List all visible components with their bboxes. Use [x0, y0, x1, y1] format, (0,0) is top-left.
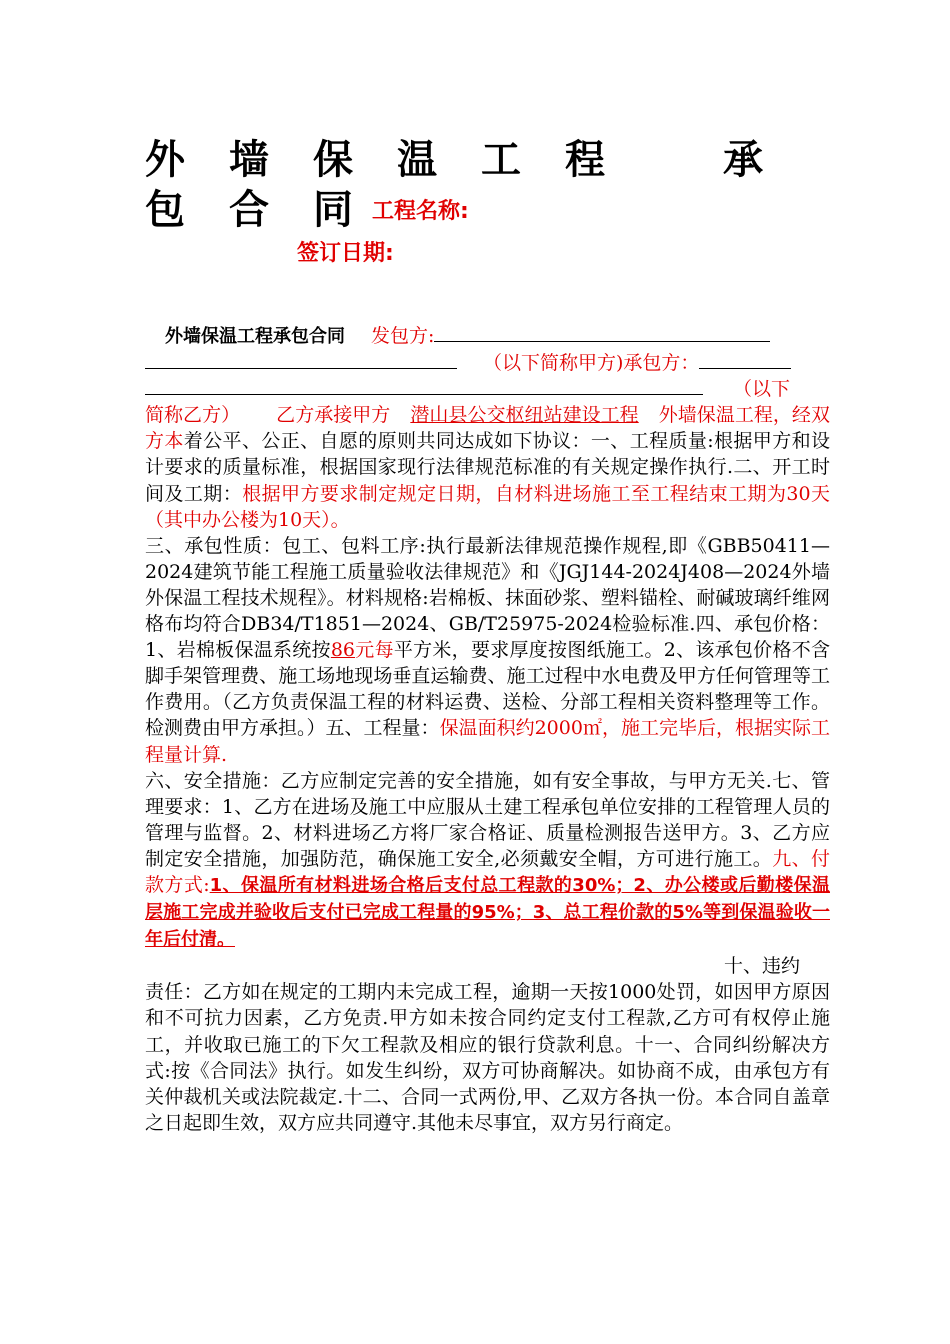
- title-char: 合: [229, 186, 269, 233]
- title-char: 同: [313, 186, 353, 233]
- party-b-blank: [699, 350, 791, 369]
- section-3-4: 三、承包性质：包工、包料工序:执行最新法律规范操作规程,即《GBB50411—2024建筑节能工程施工质量验收法律规范》和《JGJ144-2024J408—2024外墙外保温工程技术规程》。材料规格:岩棉板、抹面砂浆、塑料锚栓、耐碱玻璃纤维网格布均符合DB34/T1851—2024、GB/T25975-2024检验标准.四、承包价格：1、岩棉板保温系统按: [145, 534, 830, 662]
- section-10-heading: 十、违约: [723, 955, 800, 978]
- title-char: 墙: [229, 136, 269, 183]
- project-name: 潜山县公交枢纽站建设工程: [410, 404, 639, 427]
- party-a-short-label: （以下简称甲方)承包方：: [483, 352, 700, 375]
- title-char: 外: [145, 136, 185, 183]
- section-2-period: 根据甲方要求制定规定日期，自材料进场施工至工程结束工期为30天（其中办公楼为10天）。: [145, 482, 830, 531]
- party-a-blank-continued: [145, 350, 457, 369]
- section-5-quantity: 保温面积约2000㎡，施工完毕后，根据实际工程量计算.: [145, 717, 830, 766]
- party-b-short-label-1: （以下: [733, 378, 791, 401]
- title-char: 承: [723, 136, 763, 183]
- title-char: 保: [313, 136, 353, 183]
- intro-text-3: 着公平、公正、自愿的原则共同达成如下协议：: [183, 430, 591, 453]
- title-char: 程: [565, 136, 605, 183]
- section-6-7: 六、安全措施：乙方应制定完善的安全措施，如有安全事故，与甲方无关.七、管理要求：1、乙方在进场及施工中应服从土建工程承包单位安排的工程管理人员的管理与监督。2、材料进场乙方将厂家合格证、质量检测报告送甲方。3、乙方应制定安全措施，加强防范，确保施工安全,必须戴安全帽，方可进行施工。: [145, 769, 830, 870]
- party-a-label: 发包方:: [371, 325, 435, 347]
- title-char: 工: [481, 136, 521, 183]
- payment-label: 九、付款方式:: [145, 847, 830, 896]
- contract-body: [145, 323, 830, 1136]
- payment-terms: 1、保温所有材料进场合格后支付总工程款的30%；2、办公楼或后勤楼保温层施工完成并验收后支付已完成工程量的95%；3、总工程价款的5%等到保温验收一年后付清。: [145, 874, 830, 951]
- party-b-blank-continued: [145, 376, 703, 395]
- title-char: 温: [397, 136, 437, 183]
- intro-text-2: 外墙保温工程，经双方本: [145, 404, 830, 453]
- unit-price-unit: 元每: [355, 639, 394, 662]
- party-a-blank: [434, 323, 770, 342]
- section-4-5: 平方米，要求厚度按图纸施工。2、该承包价格不含脚手架管理费、施工场地现场垂直运输费、施工过程中水电费及甲方任何管理等工作费用。（乙方负责保温工程的材料运费、送检、分部工程相关资料整理等工作。检测费由甲方承担。）五、工程量：: [145, 639, 830, 740]
- unit-price: 86: [330, 639, 356, 662]
- project-name-label: 工程名称:: [372, 199, 469, 224]
- sign-date-label: 签订日期:: [297, 241, 394, 266]
- section-1-2: 一、工程质量:根据甲方和设计要求的质量标准，根据国家现行法律规范标准的有关规定操作执行.二、开工时间及工期：: [145, 430, 830, 505]
- title-char: 包: [145, 186, 185, 233]
- party-b-short-label-2: 简称乙方）: [145, 404, 241, 427]
- intro-text-1: 乙方承接甲方: [276, 404, 391, 427]
- section-10-12: 责任：乙方如在规定的工期内未完成工程，逾期一天按1000处罚，如因甲方原因和不可抗力因素，乙方免责.甲方如未按合同约定支付工程款,乙方可有权停止施工，并收取已施工的下欠工程款及相应的银行贷款利息。十一、合同纠纷解决方式:按《合同法》执行。如发生纠纷，双方可协商解决。如协商不成，由承包方有关仲裁机关或法院裁定.十二、合同一式两份,甲、乙双方各执一份。本合同自盖章之日起即生效，双方应共同遵守.其他未尽事宜，双方另行商定。: [145, 981, 830, 1134]
- contract-heading: 外墙保温工程承包合同: [165, 326, 345, 347]
